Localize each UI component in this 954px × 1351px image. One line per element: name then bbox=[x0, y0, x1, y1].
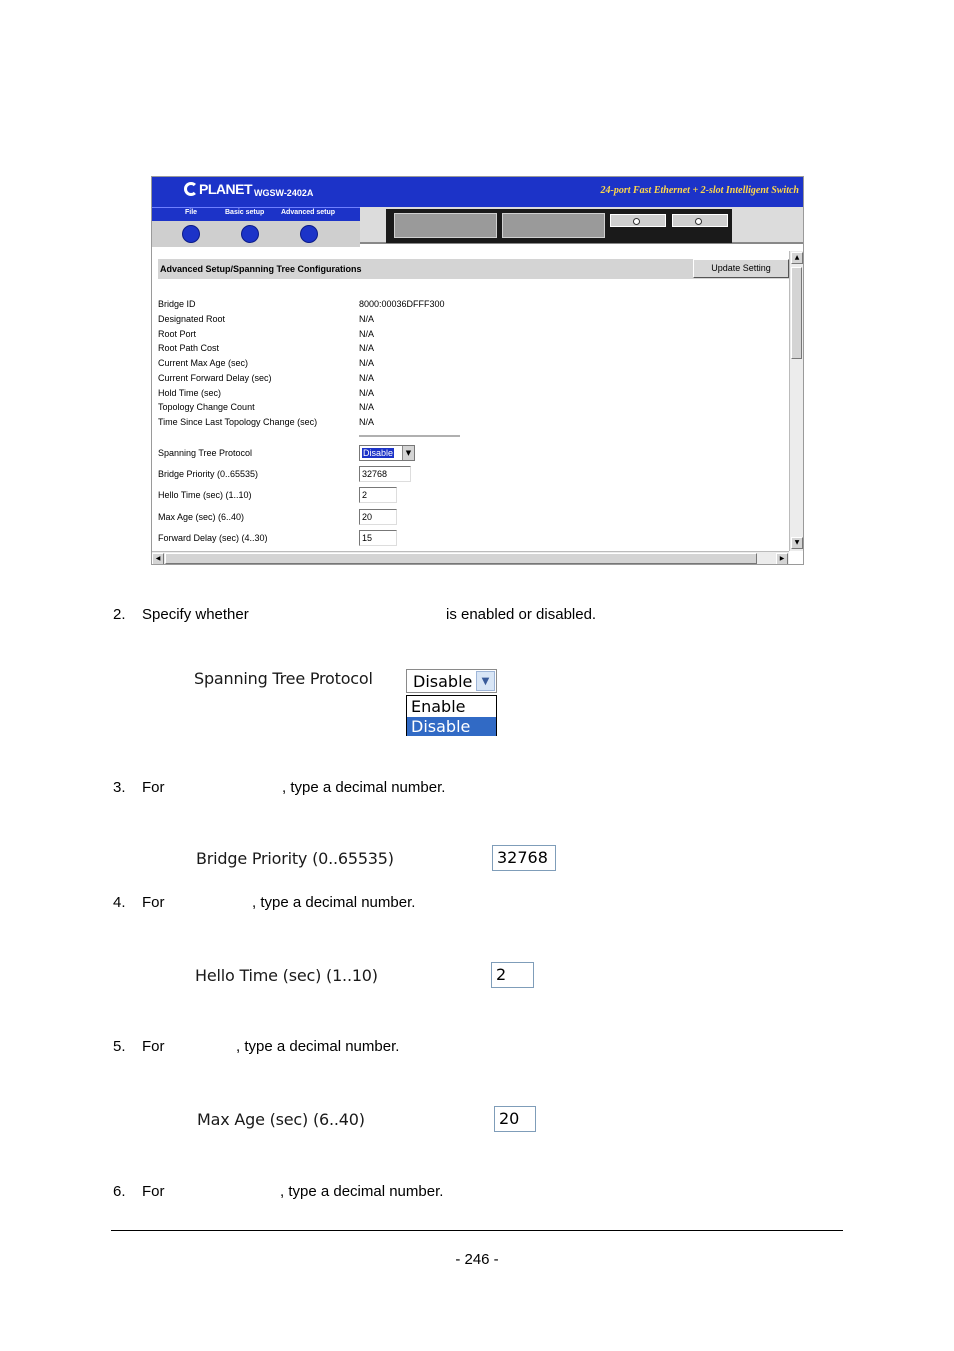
hello-illustration-label: Hello Time (sec) (1..10) bbox=[195, 966, 378, 985]
fwd-row: Forward Delay (sec) (4..30) 15 bbox=[158, 530, 598, 550]
file-menu-button[interactable] bbox=[182, 225, 200, 243]
page-title: Advanced Setup/Spanning Tree Configurations bbox=[160, 264, 362, 274]
maxage-illustration-label: Max Age (sec) (6..40) bbox=[197, 1110, 365, 1129]
advanced-setup-button[interactable] bbox=[300, 225, 318, 243]
menu-basic-setup[interactable]: Basic setup bbox=[225, 209, 265, 216]
stp-row: Spanning Tree Protocol Disable ▼ bbox=[158, 445, 598, 465]
max-age-input[interactable]: 20 bbox=[359, 509, 397, 525]
stp-select[interactable]: Disable ▼ bbox=[359, 445, 415, 461]
status-row: Root Port N/A bbox=[158, 329, 375, 339]
slot-led-icon bbox=[633, 218, 640, 225]
scroll-right-icon[interactable]: ▶ bbox=[776, 553, 788, 565]
brand-logo: PLANET bbox=[184, 181, 252, 197]
step-5: 5. For , type a decimal number. bbox=[113, 1038, 400, 1055]
forward-delay-input[interactable]: 15 bbox=[359, 530, 397, 546]
menu-file[interactable]: File bbox=[185, 209, 198, 216]
option-disable[interactable]: Disable bbox=[407, 717, 496, 736]
hello-time-field[interactable]: 2 bbox=[491, 962, 534, 988]
page-heading-bar bbox=[158, 259, 789, 279]
basic-setup-button[interactable] bbox=[241, 225, 259, 243]
status-row: Time Since Last Topology Change (sec) N/A bbox=[158, 417, 375, 427]
scroll-left-icon[interactable]: ◀ bbox=[152, 553, 164, 565]
stp-dropdown-list bbox=[406, 695, 497, 736]
port-group-2[interactable] bbox=[502, 213, 605, 238]
bridge-priority-input[interactable]: 32768 bbox=[359, 466, 411, 482]
step-3: 3. For , type a decimal number. bbox=[113, 779, 446, 796]
priority-illustration-label: Bridge Priority (0..65535) bbox=[196, 849, 394, 868]
switch-front-panel bbox=[360, 207, 803, 247]
menu-buttons bbox=[152, 221, 360, 247]
horizontal-scroll-thumb[interactable] bbox=[165, 553, 757, 564]
main-menu bbox=[152, 207, 360, 221]
status-row: Hold Time (sec) N/A bbox=[158, 388, 375, 398]
maxage-row: Max Age (sec) (6..40) 20 bbox=[158, 509, 598, 529]
max-age-field[interactable]: 20 bbox=[494, 1106, 536, 1132]
status-row: Root Path Cost N/A bbox=[158, 343, 375, 353]
status-row: Topology Change Count N/A bbox=[158, 402, 375, 412]
header-banner bbox=[152, 177, 803, 207]
stp-illustration-label: Spanning Tree Protocol bbox=[194, 669, 373, 688]
chevron-down-icon[interactable]: ▼ bbox=[402, 446, 414, 460]
hello-time-input[interactable]: 2 bbox=[359, 487, 397, 503]
step-2: 2. Specify whether is enabled or disabled. bbox=[113, 606, 597, 623]
stp-dropdown-select[interactable]: Disable ▼ bbox=[406, 669, 497, 693]
option-enable[interactable]: Enable bbox=[411, 697, 466, 716]
section-divider bbox=[359, 435, 460, 437]
port-group-1[interactable] bbox=[394, 213, 497, 238]
step-4: 4. For , type a decimal number. bbox=[113, 894, 416, 911]
horizontal-scrollbar[interactable] bbox=[152, 551, 789, 565]
step-6: 6. For , type a decimal number. bbox=[113, 1183, 444, 1200]
footer-rule bbox=[111, 1230, 843, 1231]
status-row: Current Max Age (sec) N/A bbox=[158, 358, 375, 368]
config-content bbox=[152, 251, 789, 551]
bridge-priority-field[interactable]: 32768 bbox=[492, 845, 556, 871]
status-row: Bridge ID 8000:00036DFFF300 bbox=[158, 299, 445, 309]
scroll-down-icon[interactable]: ▼ bbox=[791, 537, 803, 549]
model-name: WGSW-2402A bbox=[254, 188, 314, 198]
slot-led-icon bbox=[695, 218, 702, 225]
expansion-slot-2[interactable] bbox=[672, 214, 728, 227]
page-number: - 246 - bbox=[455, 1251, 499, 1268]
vertical-scroll-thumb[interactable] bbox=[791, 267, 802, 359]
hello-row: Hello Time (sec) (1..10) 2 bbox=[158, 487, 598, 507]
switch-faceplate bbox=[386, 209, 732, 243]
status-row: Current Forward Delay (sec) N/A bbox=[158, 373, 375, 383]
scroll-up-icon[interactable]: ▲ bbox=[791, 252, 803, 264]
priority-row: Bridge Priority (0..65535) 32768 bbox=[158, 466, 598, 486]
update-setting-button[interactable]: Update Setting bbox=[693, 259, 789, 278]
expansion-slot-1[interactable] bbox=[610, 214, 666, 227]
product-tagline: 24-port Fast Ethernet + 2-slot Intelligent Switch bbox=[600, 185, 799, 196]
vertical-scrollbar[interactable] bbox=[789, 251, 803, 551]
planet-logo-icon bbox=[184, 182, 198, 196]
chevron-down-icon[interactable]: ▼ bbox=[476, 671, 495, 691]
status-row: Designated Root N/A bbox=[158, 314, 375, 324]
menu-advanced-setup[interactable]: Advanced setup bbox=[281, 209, 336, 216]
switch-web-ui-screenshot bbox=[151, 176, 804, 565]
